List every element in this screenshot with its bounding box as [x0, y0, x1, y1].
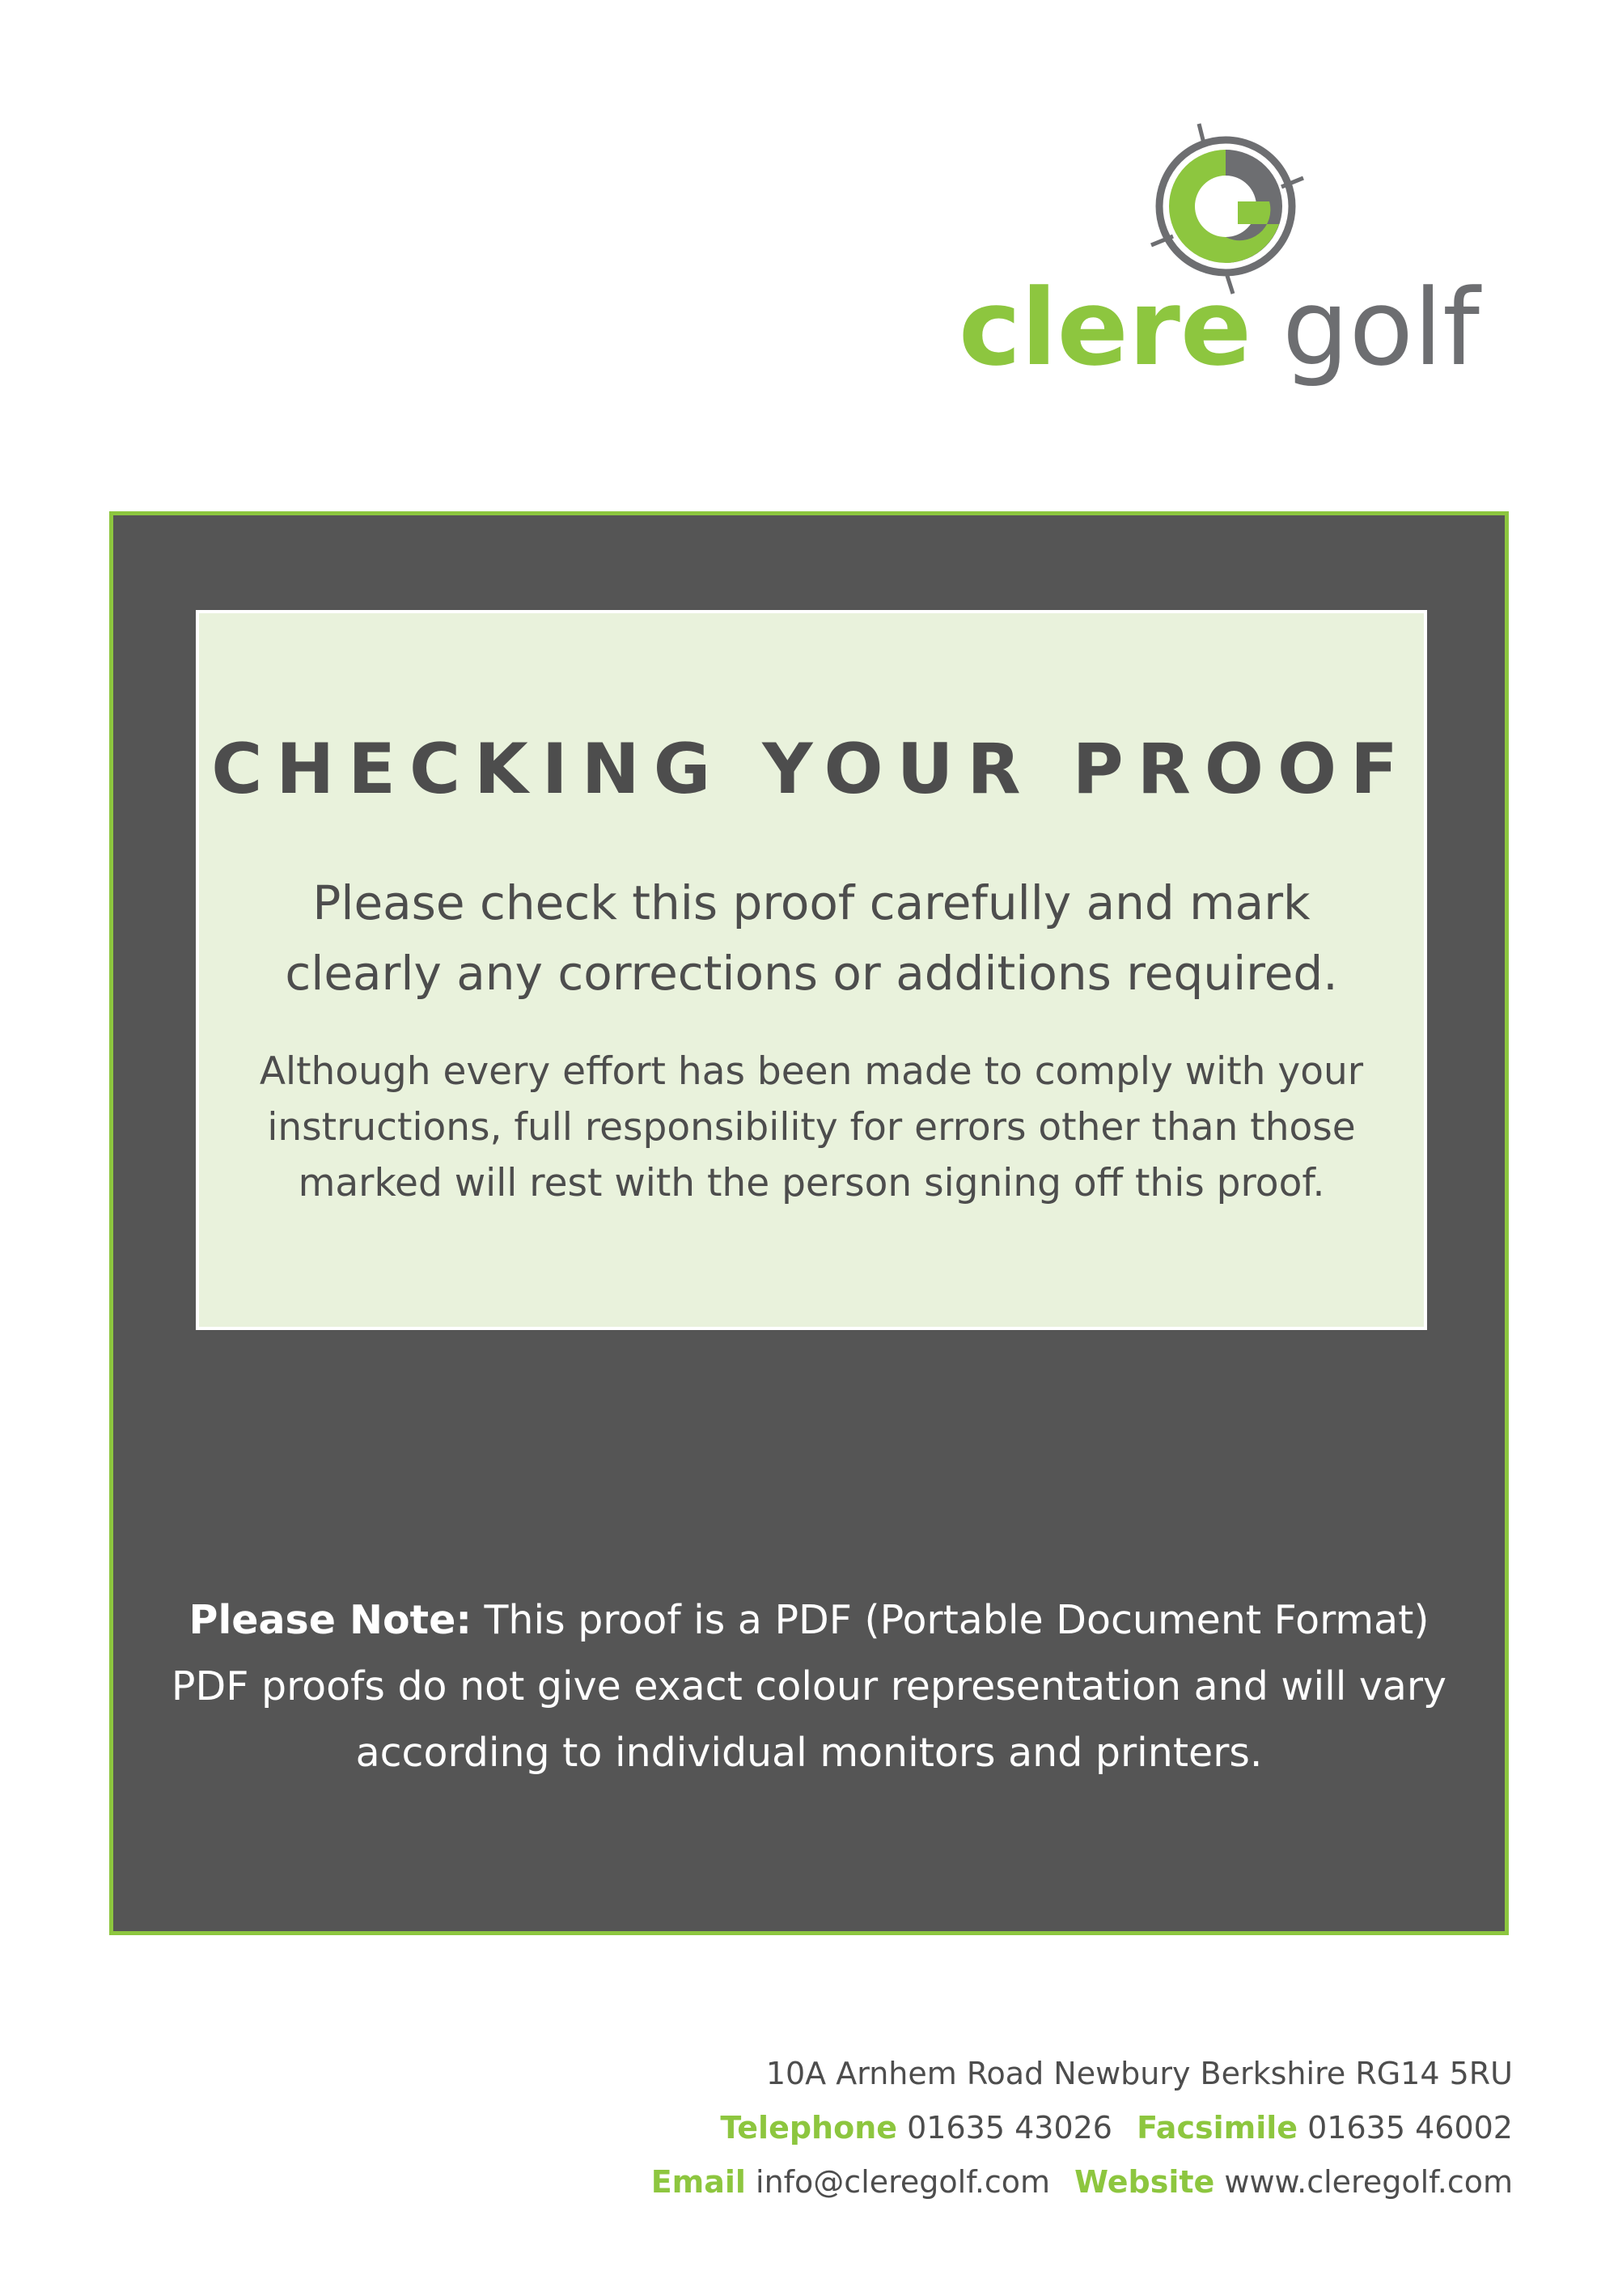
- phone-line: [542, 2101, 1513, 2155]
- note-line: PDF proofs do not give exact colour representation and will vary: [171, 1663, 1447, 1709]
- pdf-note: [146, 1587, 1472, 1786]
- website-link[interactable]: www.cleregolf.com: [1224, 2164, 1513, 2200]
- telephone-number: 01635 43026: [907, 2110, 1112, 2146]
- web-line: [542, 2155, 1513, 2209]
- wordmark-clere: clere: [959, 266, 1252, 389]
- facsimile-number: 01635 46002: [1307, 2110, 1513, 2146]
- note-line: according to individual monitors and printers.: [355, 1730, 1263, 1776]
- note-text: This proof is a PDF (Portable Document Format): [471, 1597, 1430, 1643]
- contact-footer: [542, 2047, 1513, 2209]
- email-link[interactable]: info@cleregolf.com: [756, 2164, 1051, 2200]
- cleregolf-logo: [959, 117, 1525, 409]
- disclaimer-line: marked will rest with the person signing off this proof.: [298, 1161, 1325, 1205]
- facsimile-label: Facsimile: [1137, 2110, 1298, 2146]
- lead-line: clearly any corrections or additions required.: [285, 946, 1338, 1001]
- wordmark-golf: golf: [1282, 266, 1480, 389]
- disclaimer-line: Although every effort has been made to comply with your: [259, 1049, 1364, 1094]
- proof-panel: [109, 511, 1509, 1935]
- note-label: Please Note:: [188, 1597, 472, 1643]
- page-title: CHECKING YOUR PROOF: [211, 729, 1412, 810]
- website-label: Website: [1074, 2164, 1215, 2200]
- telephone-label: Telephone: [720, 2110, 898, 2146]
- lead-paragraph: [231, 868, 1391, 1009]
- disclaimer-line: instructions, full responsibility for errors other than those: [267, 1105, 1356, 1150]
- address: 10A Arnhem Road Newbury Berkshire RG14 5RU: [765, 2056, 1513, 2091]
- note-line: [146, 1587, 1472, 1654]
- email-label: Email: [650, 2164, 746, 2200]
- proof-instructions-box: [196, 610, 1427, 1330]
- disclaimer-paragraph: [231, 1044, 1391, 1211]
- lead-line: Please check this proof carefully and mark: [312, 875, 1311, 930]
